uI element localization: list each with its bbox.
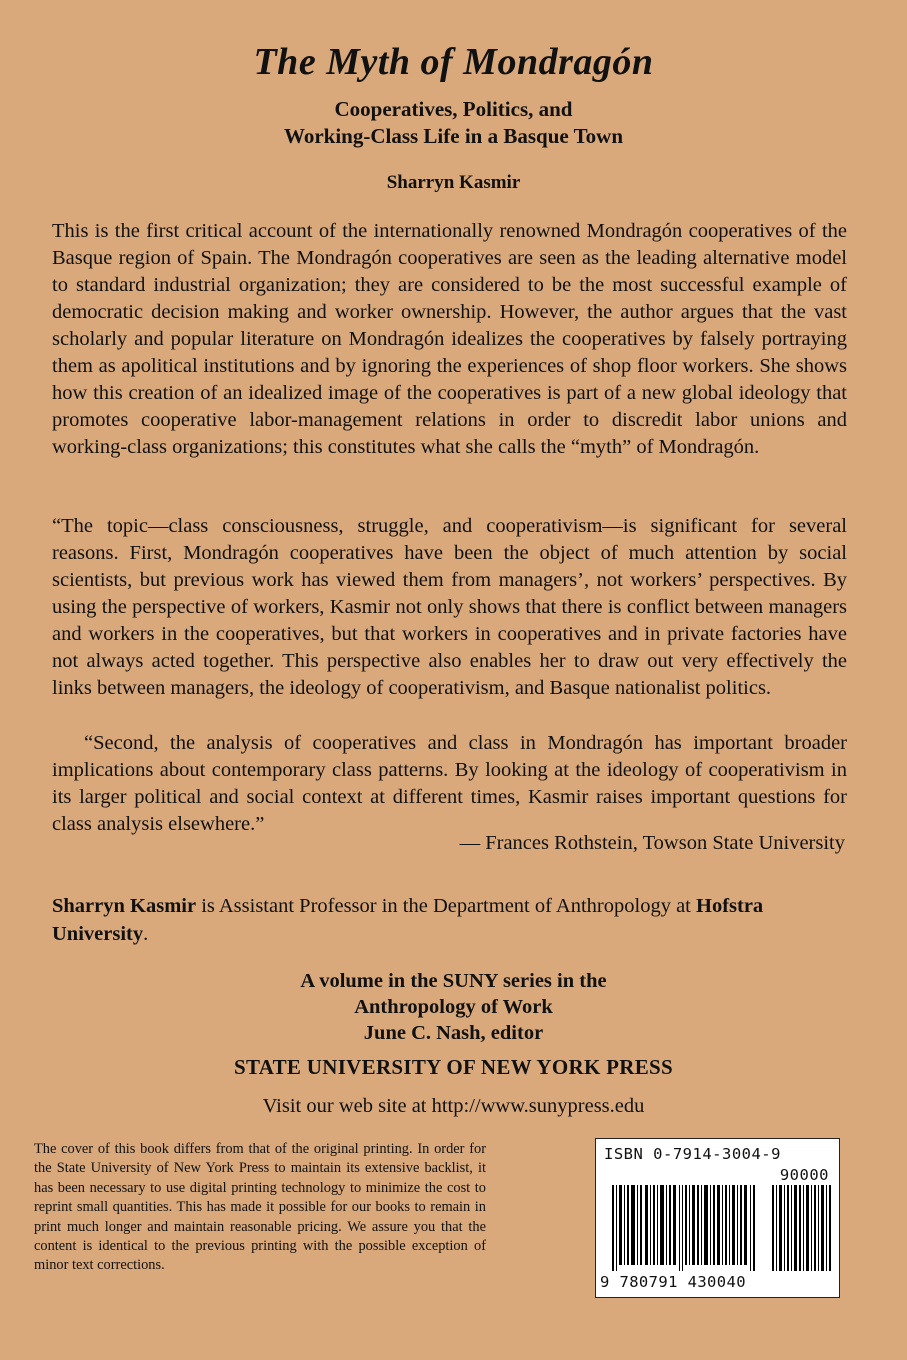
subtitle-line-2: Working-Class Life in a Basque Town bbox=[283, 124, 623, 148]
book-subtitle bbox=[0, 96, 907, 150]
bio-text: is Assistant Professor in the Department of Anthropology at bbox=[196, 895, 696, 917]
series-line-1: A volume in the SUNY series in the bbox=[300, 970, 607, 992]
book-title: The Myth of Mondragón bbox=[253, 41, 654, 83]
isbn-barcode bbox=[595, 1138, 840, 1298]
publisher-website: Visit our web site at http://www.sunypress.edu bbox=[262, 1095, 645, 1117]
book-description: This is the first critical account of the internationally renowned Mondragón cooperatives of the Basque region of Spain. The Mondragón cooperatives are seen as the leading alternative model to standard industrial organization; they are considered to be the most successful example of democratic decision making and worker ownership. However, the author argues that the vast scholarly and popular literature on Mondragón idealizes the cooperatives by falsely portraying them as apolitical institutions and by ignoring the experiences of shop floor workers. She shows how this creation of an idealized image of the cooperatives is part of a new global ideology that promotes cooperative labor-management relations in order to discredit labor unions and working-class organizations; this constitutes what she calls the “myth” of Mondragón. bbox=[52, 220, 847, 458]
bio-end: . bbox=[143, 923, 149, 945]
subtitle-line-1: Cooperatives, Politics, and bbox=[334, 97, 573, 121]
review-quote-paragraph-2: “Second, the analysis of cooperatives and class in Mondragón has important broader implications about contemporary class patterns. By looking at the ideology of cooperativism in its larger political and social context at different times, Kasmir raises important questions for class analysis elsewhere.” bbox=[52, 732, 847, 835]
quote-attribution: — Frances Rothstein, Towson State University bbox=[459, 832, 845, 854]
bio-author-name: Sharryn Kasmir bbox=[52, 895, 197, 917]
bio-institution: Hofstra University bbox=[52, 895, 764, 945]
publisher-name: STATE UNIVERSITY OF NEW YORK PRESS bbox=[233, 1055, 674, 1079]
author-name: Sharryn Kasmir bbox=[386, 172, 521, 193]
series-editor: June C. Nash, editor bbox=[363, 1022, 544, 1044]
isbn-number: ISBN 0-7914-3004-9 bbox=[604, 1145, 781, 1163]
ean-barcode-bars bbox=[612, 1185, 757, 1271]
ean-digits: 9 780791 430040 bbox=[600, 1273, 746, 1291]
price-barcode-bars bbox=[772, 1185, 832, 1271]
review-quote-paragraph-1: “The topic—class consciousness, struggle, and cooperativism—is significant for several reasons. First, Mondragón cooperatives have been the object of much attention by social scientists, but previous work has viewed them from managers’, not workers’ perspectives. By using the perspective of workers, Kasmir not only shows that there is conflict between managers and workers in the cooperatives, but that workers in cooperatives and in private factories have not always acted together. This perspective also enables her to draw out very effectively the links between managers, the ideology of cooperativism, and Basque nationalist politics. bbox=[52, 515, 847, 699]
series-info bbox=[0, 968, 907, 1046]
series-line-2: Anthropology of Work bbox=[354, 996, 553, 1018]
printing-note: The cover of this book differs from that of the original printing. In order for the State University of New York Press to maintain its extensive backlist, it has been necessary to use digital printing technology to minimize the cost to reprint small quantities. This has made it possible for our books to remain in print much longer and maintain reasonable pricing. We assure you that the content is identical to the previous printing with the possible exception of minor text corrections. bbox=[34, 1141, 486, 1274]
price-code: 90000 bbox=[779, 1166, 829, 1184]
author-bio bbox=[52, 892, 852, 948]
